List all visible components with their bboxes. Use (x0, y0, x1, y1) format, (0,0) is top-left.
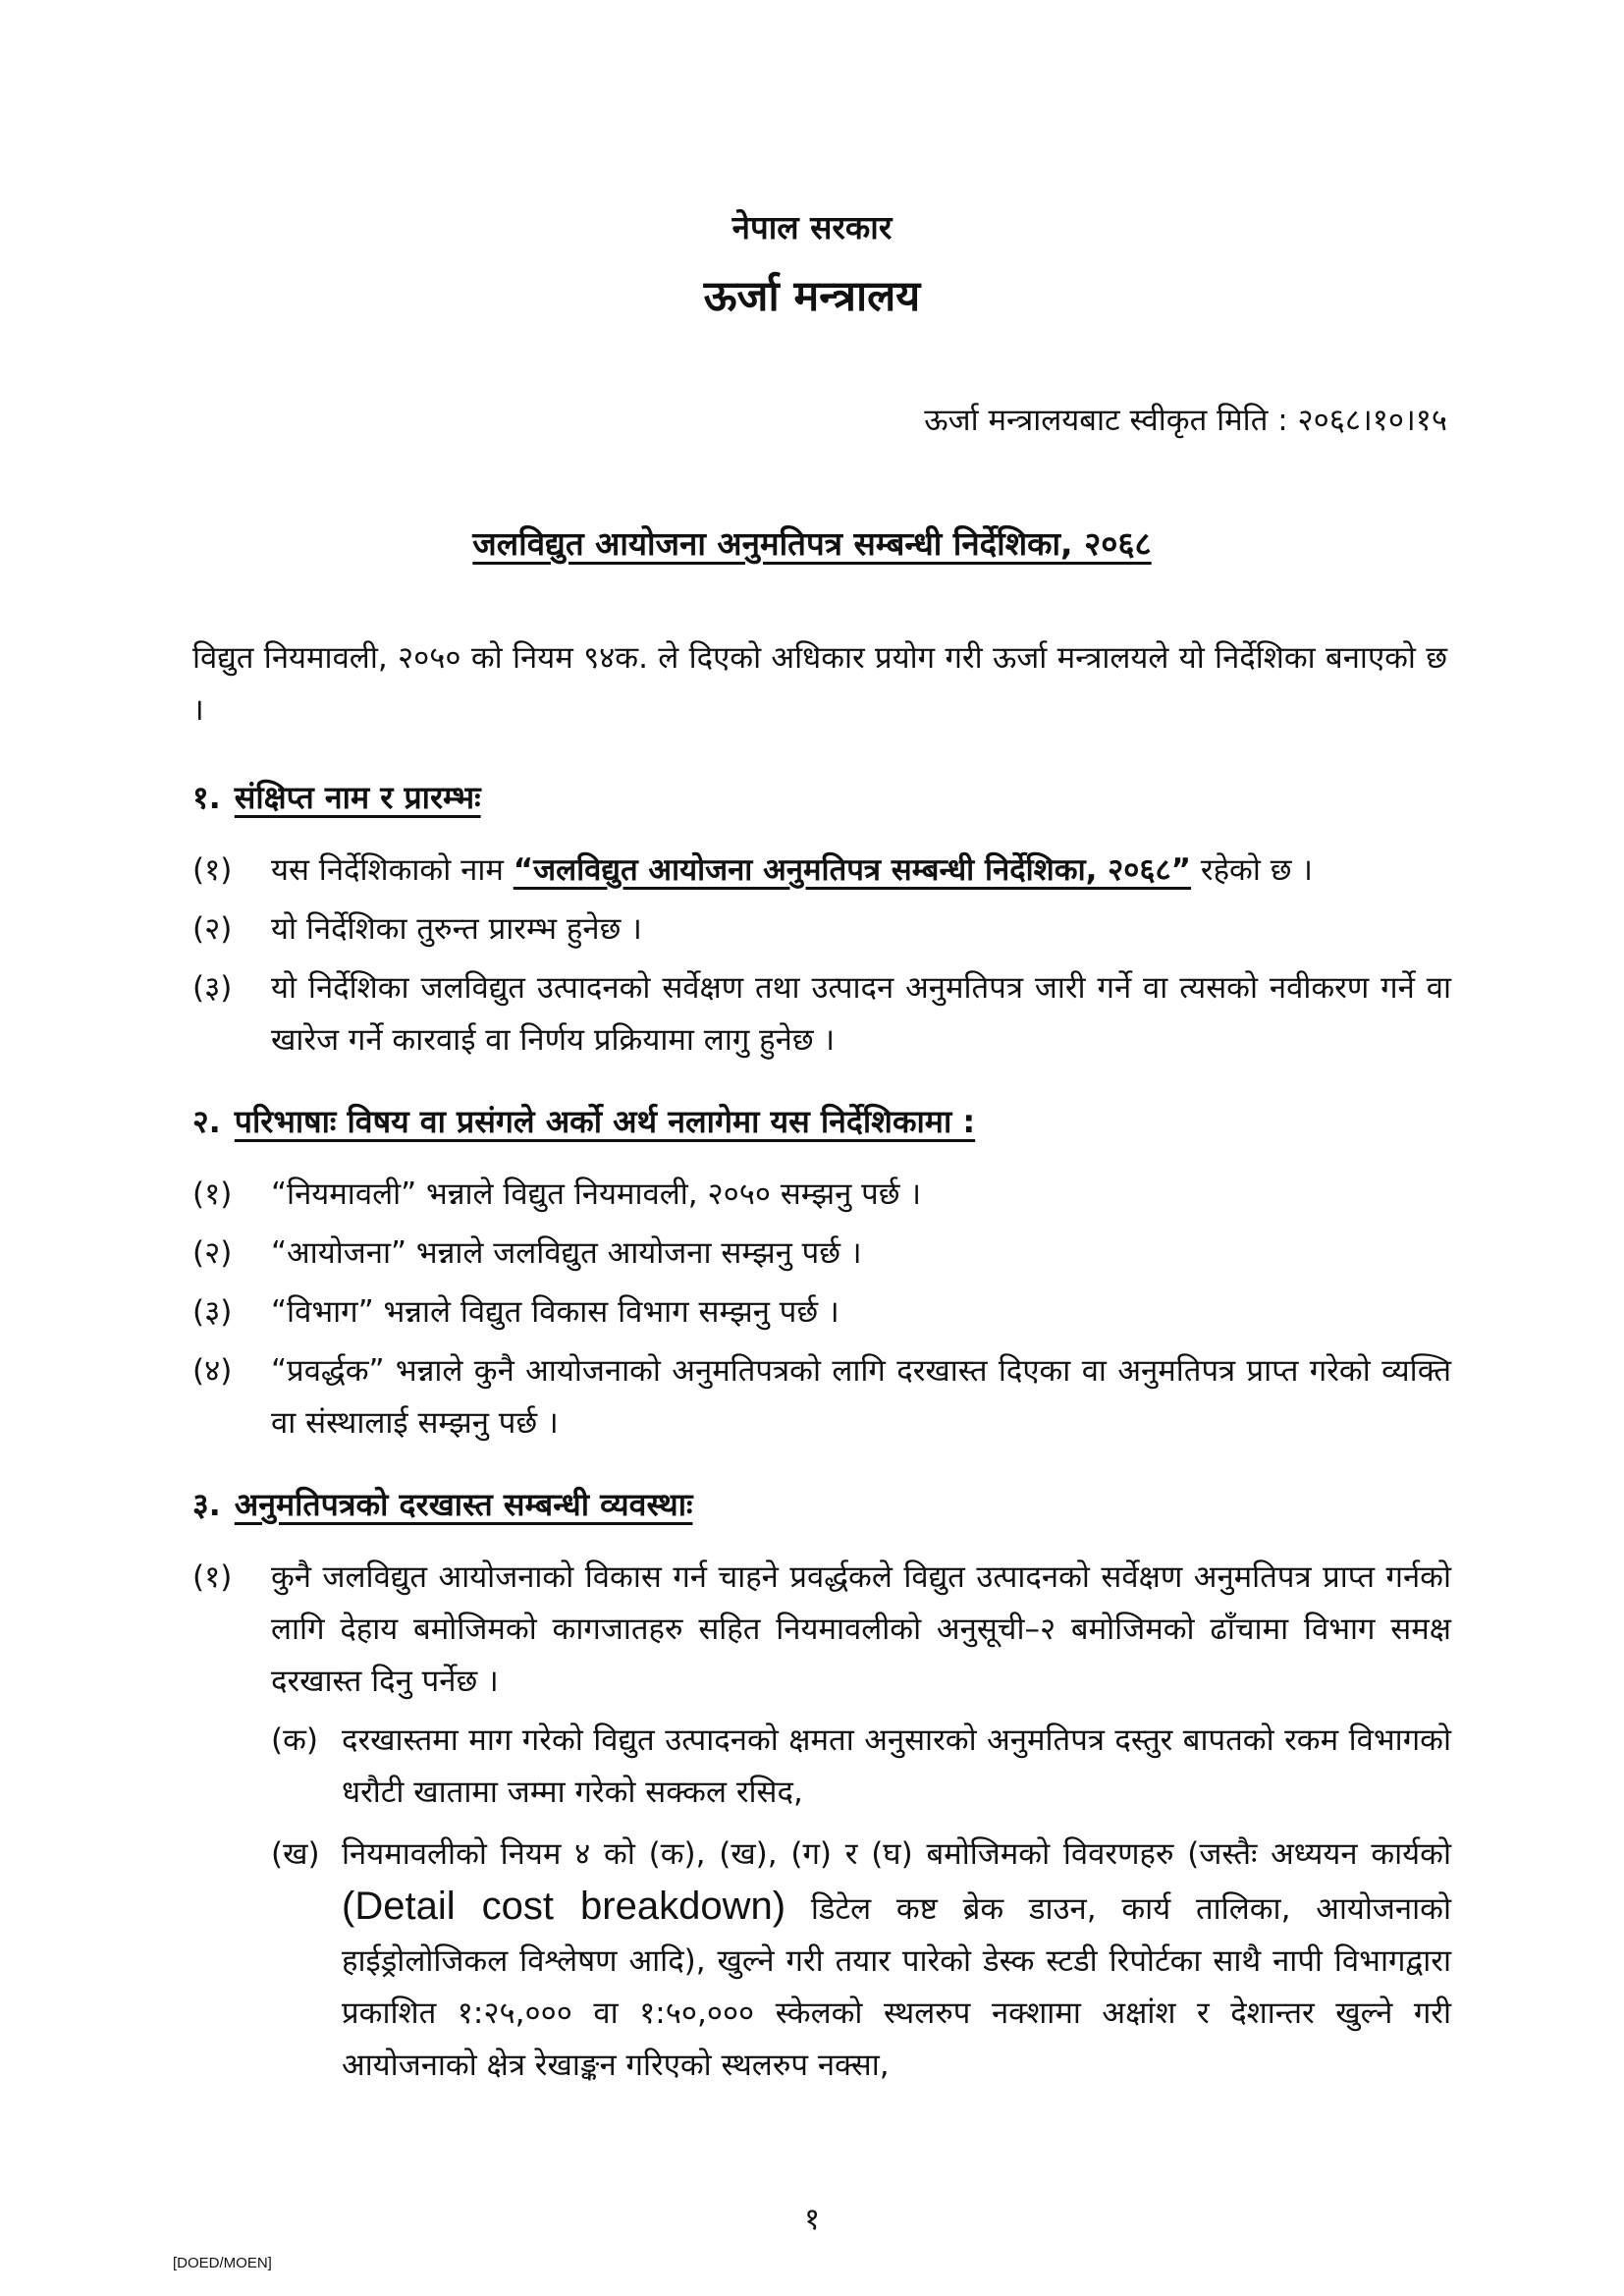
item-text (271, 845, 1489, 897)
item-text: “नियमावली” भन्नाले विद्युत नियमावली, २०५० सम्झनु पर्छ । (271, 1176, 922, 1212)
preamble: विद्युत नियमावली, २०५० को नियम ९४क. ले दिएको अधिकार प्रयोग गरी ऊर्जा मन्त्रालयले यो निर्देशिका बनाएको छ । (192, 640, 1447, 728)
item-text: “आयोजना” भन्नाले जलविद्युत आयोजना सम्झनु पर्छ । (271, 1235, 862, 1271)
approval-date: ऊर्जा मन्त्रालयबाट स्वीकृत मिति : २०६८।१०।१५ (924, 403, 1447, 438)
ministry-heading: ऊर्जा मन्त्रालय (703, 272, 921, 321)
list-item (192, 1552, 1451, 1708)
page-number: १ (803, 2202, 821, 2237)
item-text-post: डिटेल कष्ट ब्रेक डाउन, कार्य तालिका, आयोजनाको हाईड्रोलोजिकल विश्लेषण आदि), खुल्ने गरी तयार पारेको डेस्क स्टडी रिपोर्टका साथै नापी विभागद्वारा प्रकाशित १:२५,००० वा १:५०,००० स्केलको स्थलरुप नक्शामा अक्षांश र देशान्तर खुल्ने गरी आयोजनाको क्षेत्र रेखाङ्कन गरिएको स्थलरुप नक्सा, (342, 1891, 1451, 2083)
list-item (192, 1169, 1451, 1221)
item-text: यो निर्देशिका जलविद्युत उत्पादनको सर्वेक्षण तथा उत्पादन अनुमतिपत्र जारी गर्ने वा त्यसको नवीकरण गर्ने वा खारेज गर्ने कारवाई वा निर्णय प्रक्रियामा लागु हुनेछ । (271, 970, 1451, 1058)
item-number: (ख) (271, 1836, 320, 1872)
item-number: (१) (192, 1176, 233, 1212)
item-number: (३) (192, 970, 233, 1006)
section-title: परिभाषाः विषय वा प्रसंगले अर्को अर्थ नलागेमा यस निर्देशिकामा : (234, 1103, 976, 1140)
footer-code: [DOED/MOEN] (173, 2255, 272, 2271)
section-3-heading (192, 1483, 692, 1525)
item-text-pre: यस निर्देशिकाको नाम (271, 852, 514, 888)
section-number: २. (192, 1103, 221, 1140)
item-text-bold: “जलविद्युत आयोजना अनुमतिपत्र सम्बन्धी निर्देशिका, २०६८” (513, 852, 1192, 888)
document-title-text: जलविद्युत आयोजना अनुमतिपत्र सम्बन्धी निर्देशिका, २०६८ (472, 524, 1152, 563)
list-item (192, 962, 1451, 1066)
section-number: १. (192, 779, 221, 816)
item-text: दरखास्तमा माग गरेको विद्युत उत्पादनको क्षमता अनुसारको अनुमतिपत्र दस्तुर बापतको रकम विभागको धरौटी खातामा जम्मा गरेको सक्कल रसिद, (342, 1722, 1451, 1810)
list-item (192, 1345, 1451, 1449)
section-1-heading (192, 776, 481, 818)
item-number: (क) (271, 1722, 318, 1758)
item-number: (३) (192, 1294, 233, 1330)
section-title: अनुमतिपत्रको दरखास्त सम्बन्धी व्यवस्थाः (234, 1486, 693, 1523)
list-item (192, 1228, 1451, 1280)
section-title: संक्षिप्त नाम र प्रारम्भः (234, 779, 481, 816)
item-number: (२) (192, 1235, 233, 1271)
section-number: ३. (192, 1486, 221, 1523)
item-number: (४) (192, 1353, 233, 1389)
list-item (192, 1286, 1451, 1339)
list-item (192, 845, 1489, 897)
item-text: “विभाग” भन्नाले विद्युत विकास विभाग सम्झनु पर्छ । (271, 1294, 839, 1330)
document-title (0, 520, 1624, 565)
item-text-pre: नियमावलीको नियम ४ को (क), (ख), (ग) र (घ) बमोजिमको विवरणहरु (जस्तैः अध्ययन कार्यको (342, 1836, 1451, 1872)
sub-list-item (271, 1715, 1451, 1819)
item-text: कुनै जलविद्युत आयोजनाको विकास गर्न चाहने प्रवर्द्धकले विद्युत उत्पादनको सर्वेक्षण अनुमतिपत्र प्राप्त गर्नको लागि देहाय बमोजिमको कागजातहरु सहित नियमावलीको अनुसूची–२ बमोजिमको ढाँचामा विभाग समक्ष दरखास्त दिनु पर्नेछ । (271, 1559, 1451, 1699)
item-text: यो निर्देशिका तुरुन्त प्रारम्भ हुनेछ । (271, 911, 642, 947)
item-text (342, 1829, 1451, 2092)
section-2-heading (192, 1100, 975, 1142)
list-item (192, 903, 1451, 956)
government-heading: नेपाल सरकार (731, 208, 893, 246)
item-text-post: रहेको छ । (1191, 852, 1314, 888)
sub-list-item (271, 1829, 1451, 2092)
item-number: (२) (192, 911, 233, 947)
item-text-latin: (Detail cost breakdown) (342, 1885, 786, 1928)
item-number: (१) (192, 852, 233, 888)
item-text: “प्रवर्द्धक” भन्नाले कुनै आयोजनाको अनुमतिपत्रको लागि दरखास्त दिएका वा अनुमतिपत्र प्राप्त गरेको व्यक्ति वा संस्थालाई सम्झनु पर्छ । (271, 1353, 1451, 1441)
item-number: (१) (192, 1559, 233, 1595)
